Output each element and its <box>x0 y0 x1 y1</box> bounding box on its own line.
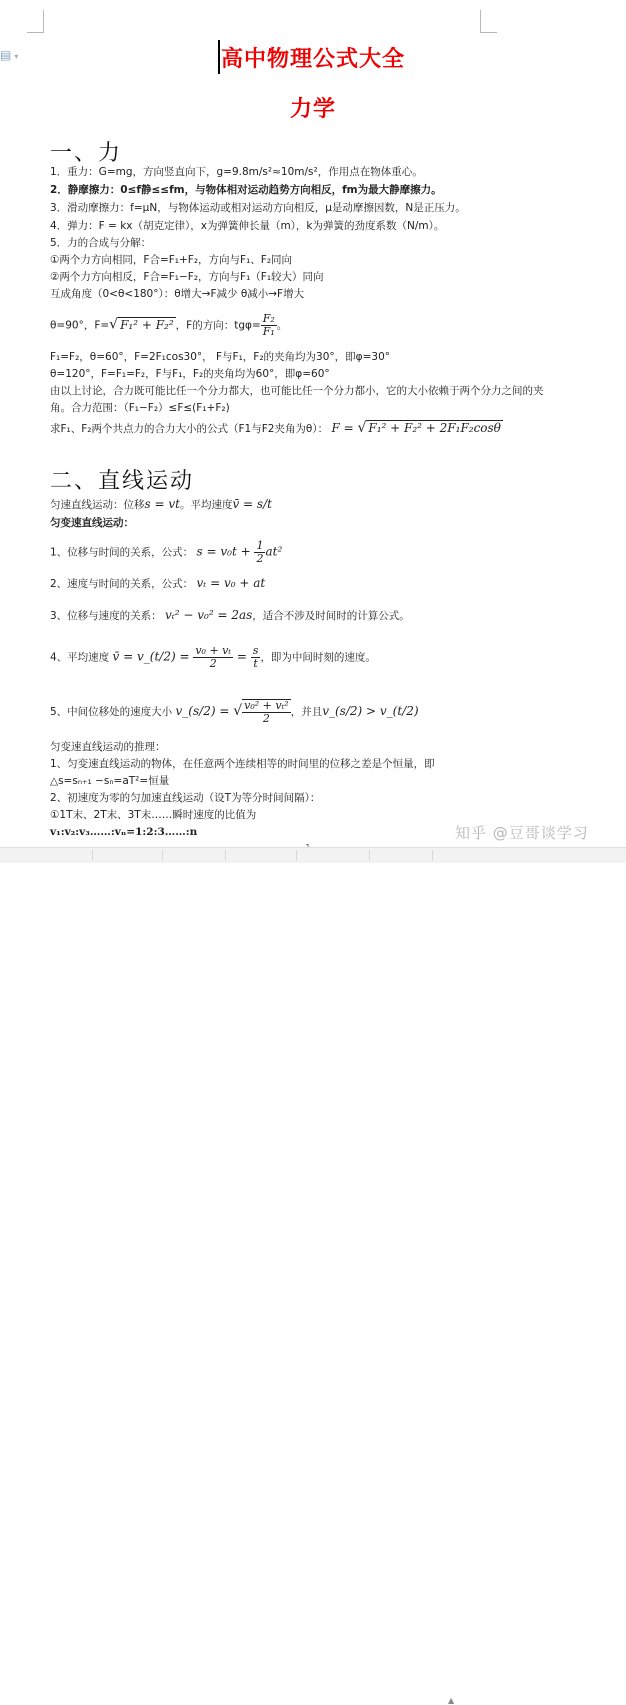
force-discussion: 由以上讨论，合力既可能比任一个分力都大，也可能比任一个分力都小，它的大小依赖于两个分力之间的夹 <box>50 385 544 397</box>
section-heading-force: 一、力 <box>50 141 123 166</box>
fraction-denominator: 2 <box>256 552 264 565</box>
item4-equals: = <box>233 649 251 664</box>
uniform-motion-line <box>50 497 272 512</box>
resultant-prefix: 求F₁、F₂两个共点力的合力大小的公式（F1与F2夹角为θ）： <box>50 423 329 435</box>
accel-item-4 <box>50 645 376 670</box>
item4-formula: v̄ = v_(t/2) = <box>112 649 194 664</box>
watermark: 知乎 @豆哥谈学习 <box>455 824 589 842</box>
document-title: 高中物理公式大全 <box>220 47 405 72</box>
fraction-denominator: 2 <box>209 657 217 670</box>
item3-text: 3、位移与速度的关系： <box>50 610 162 622</box>
theta90-fraction <box>261 313 277 338</box>
force-item-3: 3．滑动摩擦力：f=μN，与物体运动或相对运动方向相反，μ是动摩擦因数，N是正压力。 <box>50 202 466 214</box>
document-subtitle: 力学 <box>289 97 336 122</box>
item2-text: 2、速度与时间的关系，公式： <box>50 578 194 590</box>
item1-formula: s = v₀t + <box>196 544 255 559</box>
force-item-angle: 互成角度（0<θ<180°）：θ增大→F减少 θ减小→F增大 <box>50 288 305 300</box>
uniform-avg-formula: v̄ = s/t <box>232 497 272 511</box>
margin-corner-top-left <box>27 10 44 33</box>
uniform-label: 匀速直线运动：位移 <box>50 499 145 511</box>
force-resultant-line <box>50 420 503 436</box>
status-divider <box>369 850 370 861</box>
resultant-lhs: F = <box>331 421 358 435</box>
chevron-down-icon[interactable]: ▾ <box>14 52 19 61</box>
margin-corner-top-right <box>480 10 497 33</box>
force-theta90-line <box>50 313 287 338</box>
fraction-denominator: 2 <box>262 712 270 725</box>
item5-compare: v_(s/2) > v_(t/2) <box>322 704 419 718</box>
item4-fraction-1 <box>193 645 233 670</box>
item4-tail: ，即为中间时刻的速度。 <box>260 651 376 664</box>
item3-tail: ，适合不涉及时间时的计算公式。 <box>252 610 410 622</box>
item2-formula: vₜ = v₀ + at <box>196 576 266 590</box>
accel-item-5 <box>50 699 419 725</box>
fraction-numerator: F₂ <box>262 312 275 325</box>
status-divider <box>225 850 226 861</box>
status-bar <box>0 847 626 1705</box>
chevron-up-icon[interactable]: ▲ <box>448 1696 455 1705</box>
item1-fraction <box>254 540 265 565</box>
sqrt-icon: √ <box>357 420 367 436</box>
force-item-opposite-direction: ②两个力方向相反，F合=F₁−F₂，方向与F₁（F₁较大）同向 <box>50 271 324 283</box>
fraction-numerator: v₀ + vₜ <box>195 644 232 657</box>
inference-line-3: 2、初速度为零的匀加速直线运动（设T为等分时间间隔）： <box>50 792 321 804</box>
resultant-sqrt: F₁² + F₂² + 2F₁F₂cosθ <box>368 421 501 435</box>
force-item-1: 1．重力：G=mg，方向竖直向下，g=9.8m/s²≈10m/s²，作用点在物体重心。 <box>50 166 423 178</box>
force-range: 角。合力范围：（F₁−F₂）≤F≤(F₁+F₂) <box>50 402 230 414</box>
sqrt-icon: √ <box>109 316 119 333</box>
item5-sqrt-fraction <box>242 699 291 725</box>
inference-line-4: ①1T末、2T末、3T末……瞬时速度的比值为 <box>50 809 257 821</box>
fraction-numerator: s <box>252 644 259 657</box>
accel-item-3 <box>50 608 410 623</box>
item4-fraction-2 <box>251 645 261 670</box>
inference-line-1: 1、匀变速直线运动的物体，在任意两个连续相等的时间里的位移之差是个恒量，即 <box>50 758 435 770</box>
uniform-formula: s = vt <box>144 497 180 511</box>
paste-options-icon[interactable]: ▤ ▾ <box>0 48 19 62</box>
theta90-end: 。 <box>276 319 288 332</box>
uniform-avg-label: 。平均速度 <box>179 499 233 511</box>
item5-text: 5、中间位移处的速度大小 <box>50 706 173 718</box>
document-page <box>0 0 626 847</box>
accel-item-2 <box>50 576 265 591</box>
fraction-numerator: 1 <box>256 539 264 552</box>
accel-item-1 <box>50 540 282 565</box>
item1-tail: at² <box>265 544 283 559</box>
item5-tail: ，并且 <box>290 706 323 718</box>
status-divider <box>92 850 93 861</box>
sqrt-icon: √ <box>233 703 243 719</box>
accel-heading: 匀变速直线运动： <box>50 517 134 529</box>
item3-formula: vₜ² − v₀² = 2as <box>165 608 253 622</box>
force-line-60: F₁=F₂，θ=60°，F=2F₁cos30°， F与F₁，F₂的夹角均为30°，即φ=30° <box>50 351 390 363</box>
force-item-2: 2．静摩擦力：0≤f静≤≤fm，与物体相对运动趋势方向相反，fm为最大静摩擦力。 <box>50 184 442 196</box>
status-divider <box>162 850 163 861</box>
force-item-5: 5．力的合成与分解： <box>50 237 152 249</box>
fraction-numerator: v₀² + vₜ² <box>244 699 289 712</box>
fraction-denominator: t <box>253 657 258 670</box>
item1-text: 1、位移与时间的关系，公式： <box>50 546 194 559</box>
status-divider <box>296 850 297 861</box>
item5-formula: v_(s/2) = <box>175 704 234 718</box>
section-heading-linear-motion: 二、直线运动 <box>50 469 195 494</box>
inference-heading: 匀变速直线运动的推理： <box>50 741 166 753</box>
status-divider <box>432 850 433 861</box>
item4-text: 4、平均速度 <box>50 651 110 664</box>
theta90-sqrt: F₁² + F₂² <box>120 317 174 332</box>
force-item-4: 4．弹力：F = kx（胡克定律），x为弹簧伸长量（m），k为弹簧的劲度系数（N/m）。 <box>50 220 445 232</box>
fraction-denominator: F₁ <box>262 325 275 338</box>
inference-line-2: △s=sₙ₊₁ −sₙ=aT²=恒量 <box>50 775 170 787</box>
force-line-120: θ=120°，F=F₁=F₂，F与F₁，F₂的夹角均为60°，即φ=60° <box>50 368 330 380</box>
inference-line-5: v₁:v₂:v₃……:vₙ=1:2:3……:n <box>50 826 198 838</box>
theta90-prefix: θ=90°，F= <box>50 319 110 332</box>
force-item-same-direction: ①两个力方向相同，F合=F₁+F₂，方向与F₁、F₂同向 <box>50 254 293 266</box>
theta90-direction: ，F的方向：tgφ= <box>175 319 261 332</box>
